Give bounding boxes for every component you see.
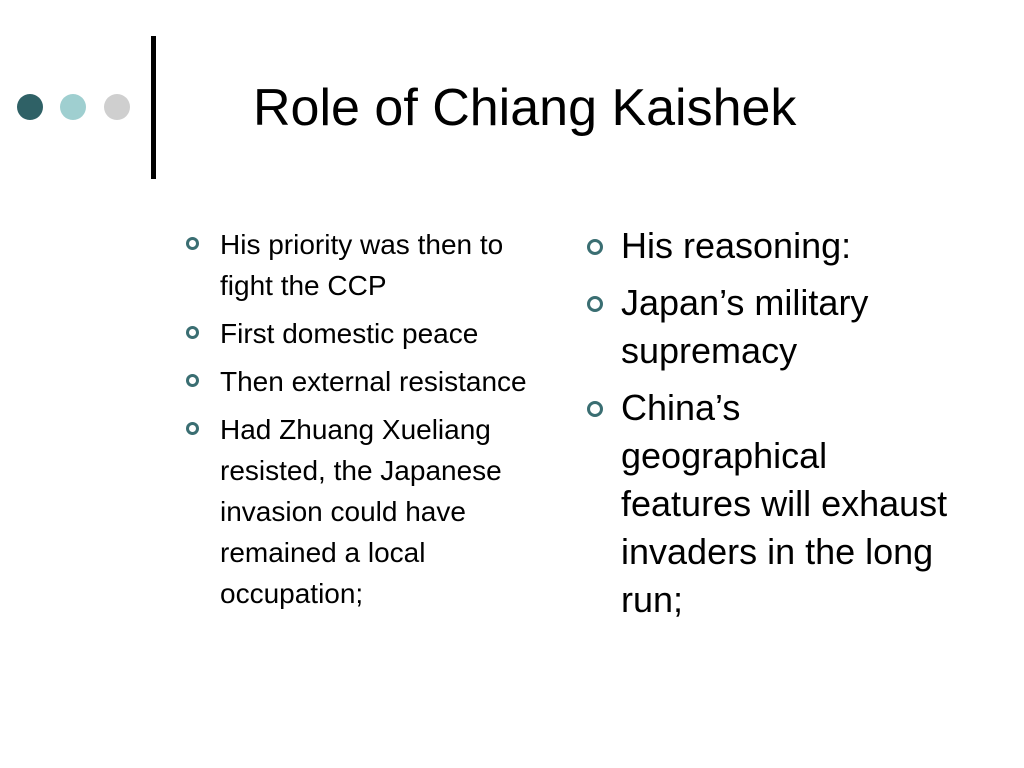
bullet-circle-icon [186, 326, 199, 339]
bullet-circle-icon [587, 239, 603, 255]
left-bullet-list [220, 224, 550, 621]
right-bullet-item [621, 384, 951, 624]
left-bullet-text: His priority was then to fight the CCP [220, 229, 504, 301]
bullet-circle-icon [186, 237, 199, 250]
bullet-circle-icon [587, 296, 603, 312]
dark-dot-icon [17, 94, 43, 120]
left-bullet-text: Then external resistance [220, 366, 527, 397]
left-bullet-item [220, 224, 550, 306]
left-bullet-item [220, 409, 550, 614]
right-bullet-text: His reasoning: [621, 225, 852, 266]
right-bullet-text: China’s geographical features will exhaust invaders in the long run; [621, 387, 948, 620]
right-bullet-text: Japan’s military supremacy [621, 282, 869, 371]
light-teal-dot-icon [60, 94, 86, 120]
title-divider [151, 36, 156, 179]
right-bullet-item [621, 279, 951, 375]
left-bullet-item [220, 313, 550, 354]
left-bullet-text: Had Zhuang Xueliang resisted, the Japanese invasion could have remained a local occupation; [220, 414, 502, 609]
bullet-circle-icon [587, 401, 603, 417]
bullet-circle-icon [186, 374, 199, 387]
gray-dot-icon [104, 94, 130, 120]
slide-title: Role of Chiang Kaishek [253, 79, 797, 137]
left-bullet-item [220, 361, 550, 402]
left-bullet-text: First domestic peace [220, 318, 479, 349]
bullet-circle-icon [186, 422, 199, 435]
right-bullet-list [621, 222, 951, 633]
right-bullet-item [621, 222, 951, 270]
